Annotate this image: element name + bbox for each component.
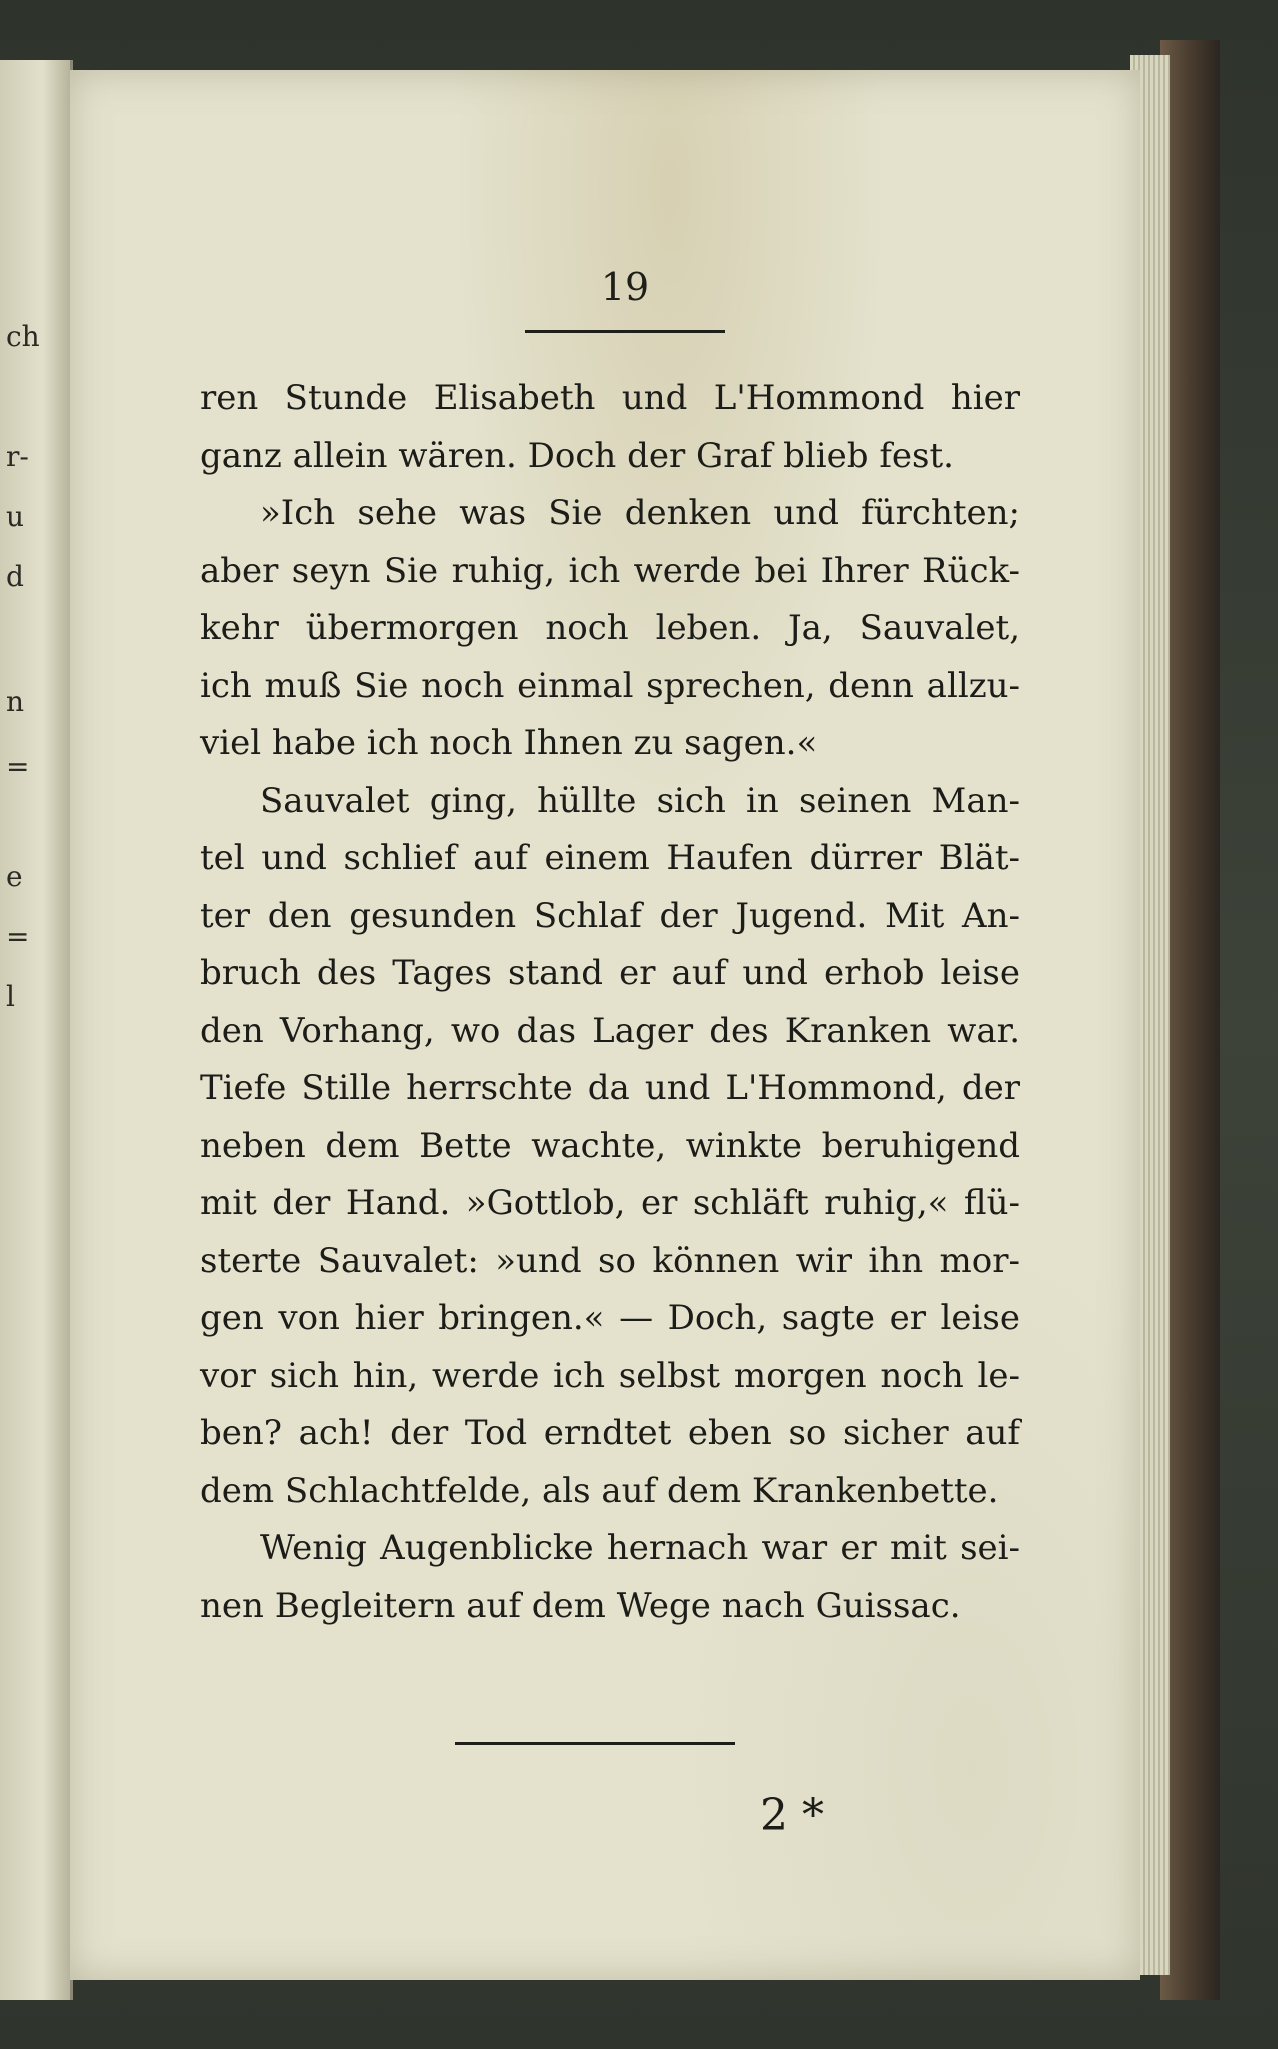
text-line: ren Stunde Elisabeth und L'Hommond hier: [200, 378, 1020, 418]
text-line: Tiefe Stille herrschte da und L'Hommond, der: [200, 1068, 1020, 1108]
text-line: Wenig Augenblicke hernach war er mit sei-: [260, 1528, 1020, 1568]
text-line: sterte Sauvalet: »und so können wir ihn mor-: [200, 1240, 1020, 1281]
text-line: gen von hier bringen.« — Doch, sagte er leise: [200, 1298, 1020, 1338]
book-page: [70, 70, 1140, 1980]
text-line: vor sich hin, werde ich selbst morgen noch le-: [200, 1355, 1020, 1396]
left-page-fragment: =: [6, 920, 30, 953]
text-line: neben dem Bette wachte, winkte beruhigend: [200, 1125, 1020, 1166]
text-line: »Ich sehe was Sie denken und fürchten;: [260, 493, 1020, 533]
footer-rule: [455, 1742, 735, 1745]
left-page-fragment: ch: [6, 320, 40, 353]
text-line: ganz allein wären. Doch der Graf blieb fest.: [200, 435, 954, 476]
text-line: nen Begleitern auf dem Wege nach Guissac.: [200, 1585, 961, 1626]
page-number: 19: [600, 265, 650, 309]
left-page-fragment: =: [6, 750, 30, 783]
text-line: kehr übermorgen noch leben. Ja, Sauvalet,: [200, 608, 1020, 648]
text-line: ben? ach! der Tod erndtet eben so sicher auf: [200, 1413, 1020, 1453]
left-page-fragment: e: [6, 860, 23, 893]
left-page-fragment: u: [6, 500, 25, 533]
left-page-edge: [0, 60, 73, 2000]
text-line: tel und schlief auf einem Haufen dürrer Blät-: [200, 838, 1020, 878]
left-page-fragment: n: [6, 685, 25, 718]
left-page-fragment: d: [6, 560, 24, 593]
text-line: Sauvalet ging, hüllte sich in seinen Man-: [260, 780, 1020, 821]
header-rule: [525, 330, 725, 333]
body-text: [200, 370, 1020, 1635]
text-line: ich muß Sie noch einmal sprechen, denn allzu-: [200, 665, 1020, 706]
printer-signature: 2 *: [760, 1790, 824, 1841]
text-line: viel habe ich noch Ihnen zu sagen.«: [200, 723, 818, 763]
text-line: aber seyn Sie ruhig, ich werde bei Ihrer Rück-: [200, 550, 1020, 591]
text-line: bruch des Tages stand er auf und erhob leise: [200, 953, 1020, 993]
left-page-fragment: r-: [6, 440, 29, 473]
text-line: dem Schlachtfelde, als auf dem Krankenbette.: [200, 1470, 999, 1511]
text-line: mit der Hand. »Gottlob, er schläft ruhig,« flü-: [200, 1183, 1020, 1223]
text-line: ter den gesunden Schlaf der Jugend. Mit An-: [200, 895, 1020, 936]
text-line: den Vorhang, wo das Lager des Kranken war.: [200, 1010, 1020, 1051]
left-page-fragment: l: [6, 980, 15, 1013]
